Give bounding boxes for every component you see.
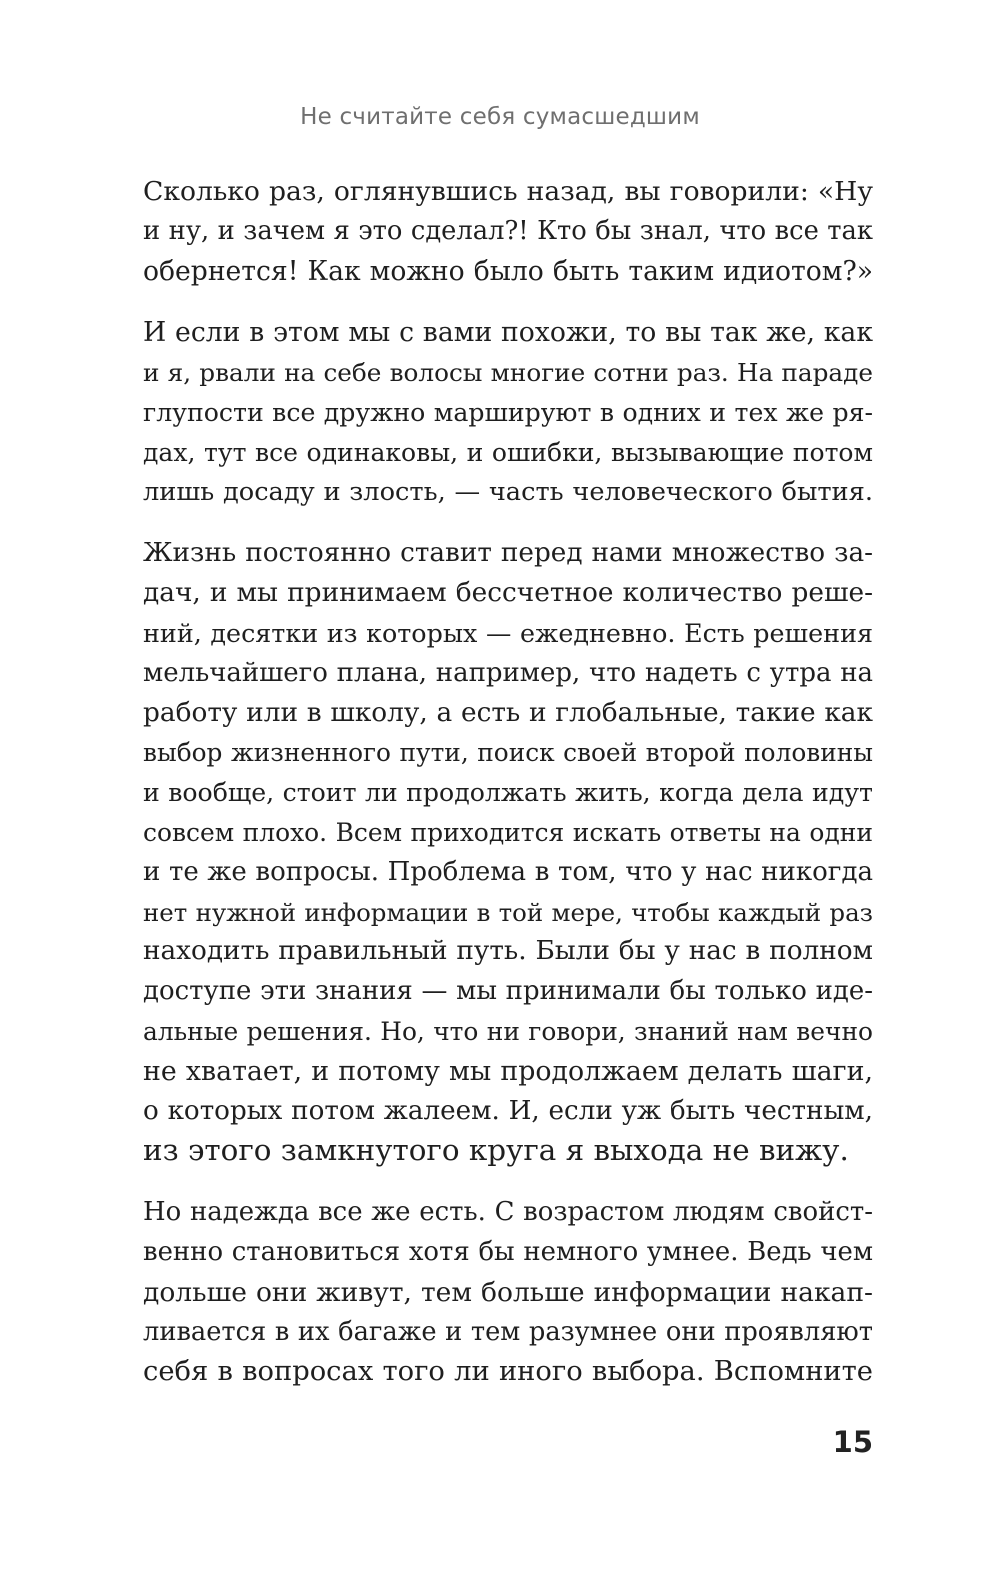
- text-line: И если в этом мы с вами похожи, то вы так же, как: [143, 317, 873, 349]
- text-line: дах, тут все одинаковы, и ошибки, вызывающие потом: [143, 437, 873, 467]
- text-line: Но надежда все же есть. С возрастом людям свойст-: [143, 1197, 873, 1228]
- text-line: работу или в школу, а есть и глобальные, такие как: [143, 697, 873, 728]
- text-line: о которых потом жалеем. И, если уж быть честным,: [143, 1095, 873, 1126]
- text-line: из этого замкнутого круга я выхода не вижу.: [143, 1133, 849, 1168]
- text-line: находить правильный путь. Были бы у нас в полном: [143, 936, 873, 967]
- text-line: лишь досаду и злость, — часть человеческого бытия.: [143, 476, 873, 507]
- text-line: совсем плохо. Всем приходится искать ответы на одни: [143, 817, 873, 847]
- paragraph: [143, 313, 873, 512]
- text-line: и ну, и зачем я это сделал?! Кто бы знал, что все так: [143, 215, 873, 246]
- text-line: ний, десятки из которых — ежедневно. Есть решения: [143, 617, 873, 648]
- text-line: и те же вопросы. Проблема в том, что у нас никогда: [143, 856, 873, 887]
- paragraph: [143, 172, 873, 291]
- paragraph: [143, 534, 873, 1171]
- text-line: Жизнь постоянно ставит перед нами множество за-: [143, 538, 873, 569]
- text-line: не хватает, и потому мы продолжаем делать шаги,: [143, 1055, 873, 1087]
- text-line: доступе эти знания — мы принимали бы только иде-: [143, 976, 873, 1007]
- text-line: обернется! Как можно было быть таким идиотом?»: [143, 255, 873, 287]
- text-line: Сколько раз, оглянувшись назад, вы говорили: «Ну: [143, 176, 873, 207]
- text-line: себя в вопросах того ли иного выбора. Вспомните: [143, 1356, 873, 1388]
- text-line: ливается в их багаже и тем разумнее они проявляют: [143, 1316, 873, 1347]
- text-line: выбор жизненного пути, поиск своей второй половины: [143, 738, 873, 768]
- text-line: и вообще, стоит ли продолжать жить, когда дела идут: [143, 778, 873, 808]
- text-line: дольше они живут, тем больше информации накап-: [143, 1276, 873, 1308]
- running-header: Не считайте себя сумасшедшим: [300, 104, 700, 130]
- text-line: венно становиться хотя бы немного умнее. Ведь чем: [143, 1236, 873, 1267]
- text-line: и я, рвали на себе волосы многие сотни раз. На параде: [143, 358, 873, 388]
- text-line: дач, и мы принимаем бессчетное количество реше-: [143, 578, 873, 609]
- page-number: 15: [832, 1425, 873, 1459]
- body-text: [143, 172, 873, 1414]
- text-line: глупости все дружно маршируют в одних и тех же ря-: [143, 397, 873, 427]
- paragraph: [143, 1193, 873, 1392]
- text-line: нет нужной информации в той мере, чтобы каждый раз: [143, 897, 873, 927]
- text-line: альные решения. Но, что ни говори, знаний нам вечно: [143, 1016, 873, 1046]
- text-line: мельчайшего плана, например, что надеть с утра на: [143, 657, 873, 688]
